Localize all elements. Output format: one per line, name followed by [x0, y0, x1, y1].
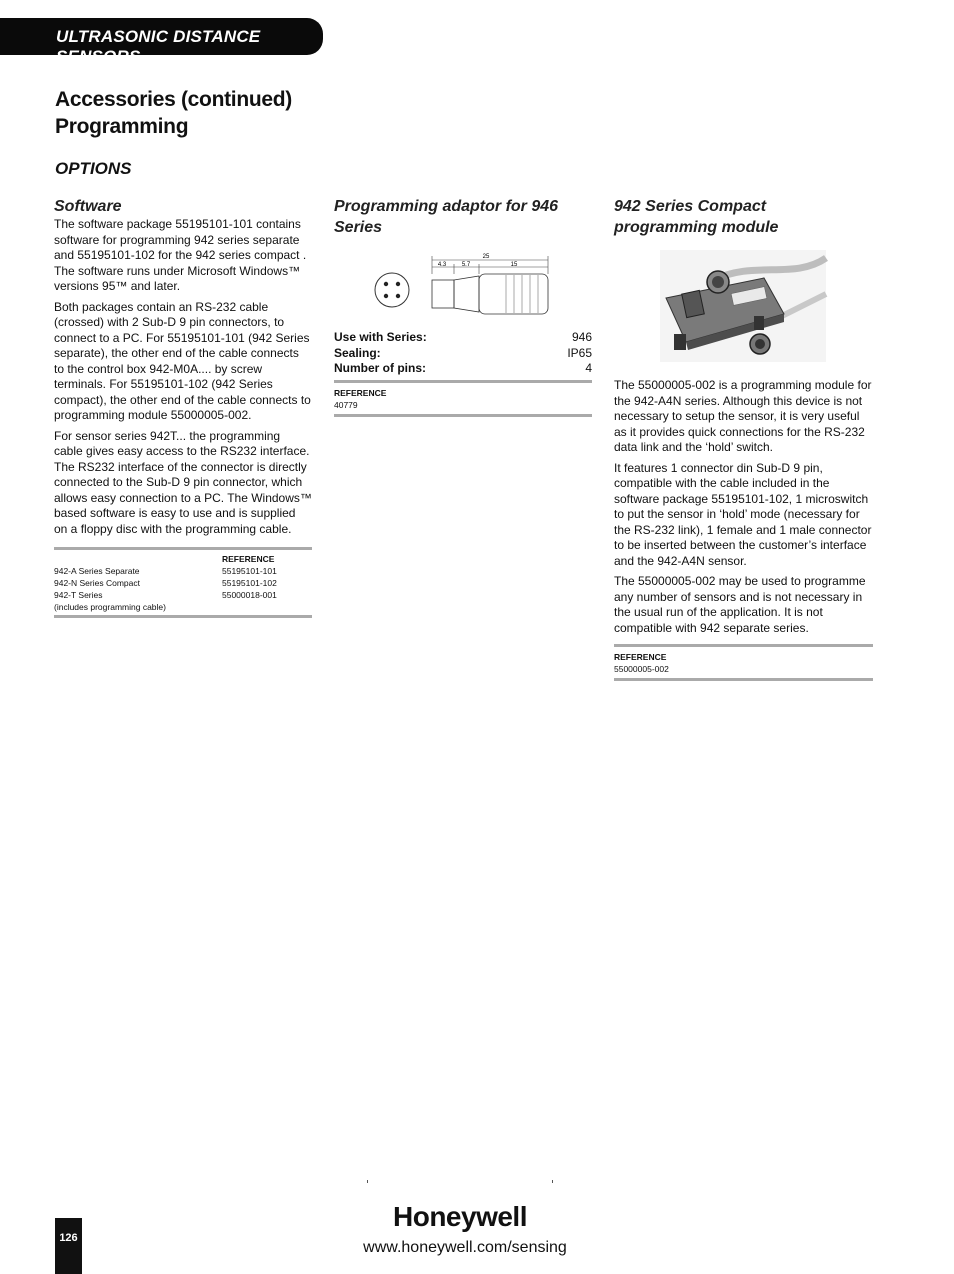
- row-name: 942-N Series Compact: [54, 578, 140, 588]
- row-name: 942-A Series Separate: [54, 566, 140, 576]
- table-row: [54, 565, 312, 577]
- dim-a: 4.3: [437, 262, 447, 268]
- software-reference-table: [54, 547, 312, 618]
- adaptor-reference: [334, 380, 592, 417]
- reference-header: REFERENCE: [222, 554, 275, 564]
- adaptor-spec-list: [334, 330, 592, 377]
- row-ref: 55195101-102: [222, 578, 277, 588]
- module-column: [614, 196, 873, 681]
- module-heading: 942 Series Compact programming module: [614, 198, 779, 236]
- spec-label: Use with Series:: [334, 330, 427, 344]
- spec-value: 4: [585, 361, 592, 375]
- row-name: (includes programming cable): [54, 602, 166, 612]
- spec-label: Number of pins:: [334, 361, 426, 375]
- reference-header: REFERENCE: [614, 652, 667, 662]
- module-photo: [614, 250, 873, 368]
- adaptor-drawing: [334, 248, 592, 320]
- crop-mark: [367, 1180, 368, 1183]
- module-reference: [614, 644, 873, 681]
- software-paragraph: Both packages contain an RS-232 cable (crossed) with 2 Sub-D 9 pin connectors, to connect to a PC. For 55195101-101 (942 Series separate), the other end of the cable connects to the control box 942-M0A.... by screw terminals. For 55195101-102 (942 Series compact), the other end of the cable connects to programming module 55000005-002.: [54, 299, 311, 422]
- software-column: [54, 196, 312, 618]
- dim-c: 15: [510, 262, 518, 268]
- spec-row: [334, 330, 592, 346]
- table-row: [54, 589, 312, 601]
- module-paragraph: It features 1 connector din Sub-D 9 pin, compatible with the cable included in the software package 55195101-102, 1 microswitch to put the sensor in ‘hold’ mode (necessary for the RS-232 link), 1 female and 1 male connector to be inserted between the customer’s interface and the 942-A4N sensor.: [614, 460, 872, 568]
- module-paragraph: The 55000005-002 may be used to programme any number of sensors and is not necessary in the usual run of the application. It is not compatible with 942 separate series.: [614, 574, 866, 635]
- table-row: [54, 601, 312, 613]
- module-paragraph: The 55000005-002 is a programming module for the 942-A4N series. Although this device is not necessary to setup the sensor, it is very useful as it provides quick connections for the RS-232 data link and the ‘hold’ switch.: [614, 378, 872, 454]
- row-name: 942-T Series: [54, 590, 103, 600]
- reference-value: 40779: [334, 399, 358, 410]
- spec-value: IP65: [567, 345, 592, 360]
- honeywell-logo: Honeywell: [393, 1201, 527, 1232]
- reference-header: REFERENCE: [334, 387, 387, 398]
- software-heading: Software: [54, 198, 122, 215]
- software-paragraph: For sensor series 942T... the programming cable gives easy access to the RS232 interface. The RS232 interface of the connector is directly connected to the Sub-D 9 pin connector, which allows easy connection to a PC. The Windows™ based software is easy to use and is supplied on a floppy disc with the programming cable.: [54, 428, 312, 536]
- software-paragraph: The software package 55195101-101 contains software for programming 942 series separate and 55195101-102 for the 942 series compact . The software runs under Microsoft Windows™ versions 95™ and later.: [54, 217, 307, 293]
- row-ref: 55195101-101: [222, 566, 277, 576]
- footer-url[interactable]: www.honeywell.com/sensing: [363, 1239, 567, 1256]
- section-banner: [0, 18, 323, 66]
- row-ref: 55000018-001: [222, 590, 277, 600]
- options-heading: OPTIONS: [55, 159, 132, 178]
- banner-title: ULTRASONIC DISTANCE SENSORS: [56, 27, 261, 66]
- adaptor-column: [334, 196, 592, 417]
- page-title-line2: Programming: [55, 115, 189, 138]
- crop-mark: [552, 1180, 553, 1183]
- page-title-line1: Accessories (continued): [55, 88, 292, 111]
- reference-value: 55000005-002: [614, 664, 669, 674]
- spec-row: [334, 361, 592, 377]
- spec-row: [334, 346, 592, 362]
- dim-b: 5.7: [461, 262, 471, 268]
- dim-total: 25: [482, 254, 490, 260]
- spec-label: Sealing:: [334, 345, 381, 360]
- adaptor-heading: Programming adaptor for 946 Series: [334, 198, 559, 236]
- page-title: [55, 86, 292, 140]
- spec-value: 946: [571, 330, 592, 344]
- table-row: [54, 577, 312, 589]
- page-number: 126: [55, 1218, 82, 1274]
